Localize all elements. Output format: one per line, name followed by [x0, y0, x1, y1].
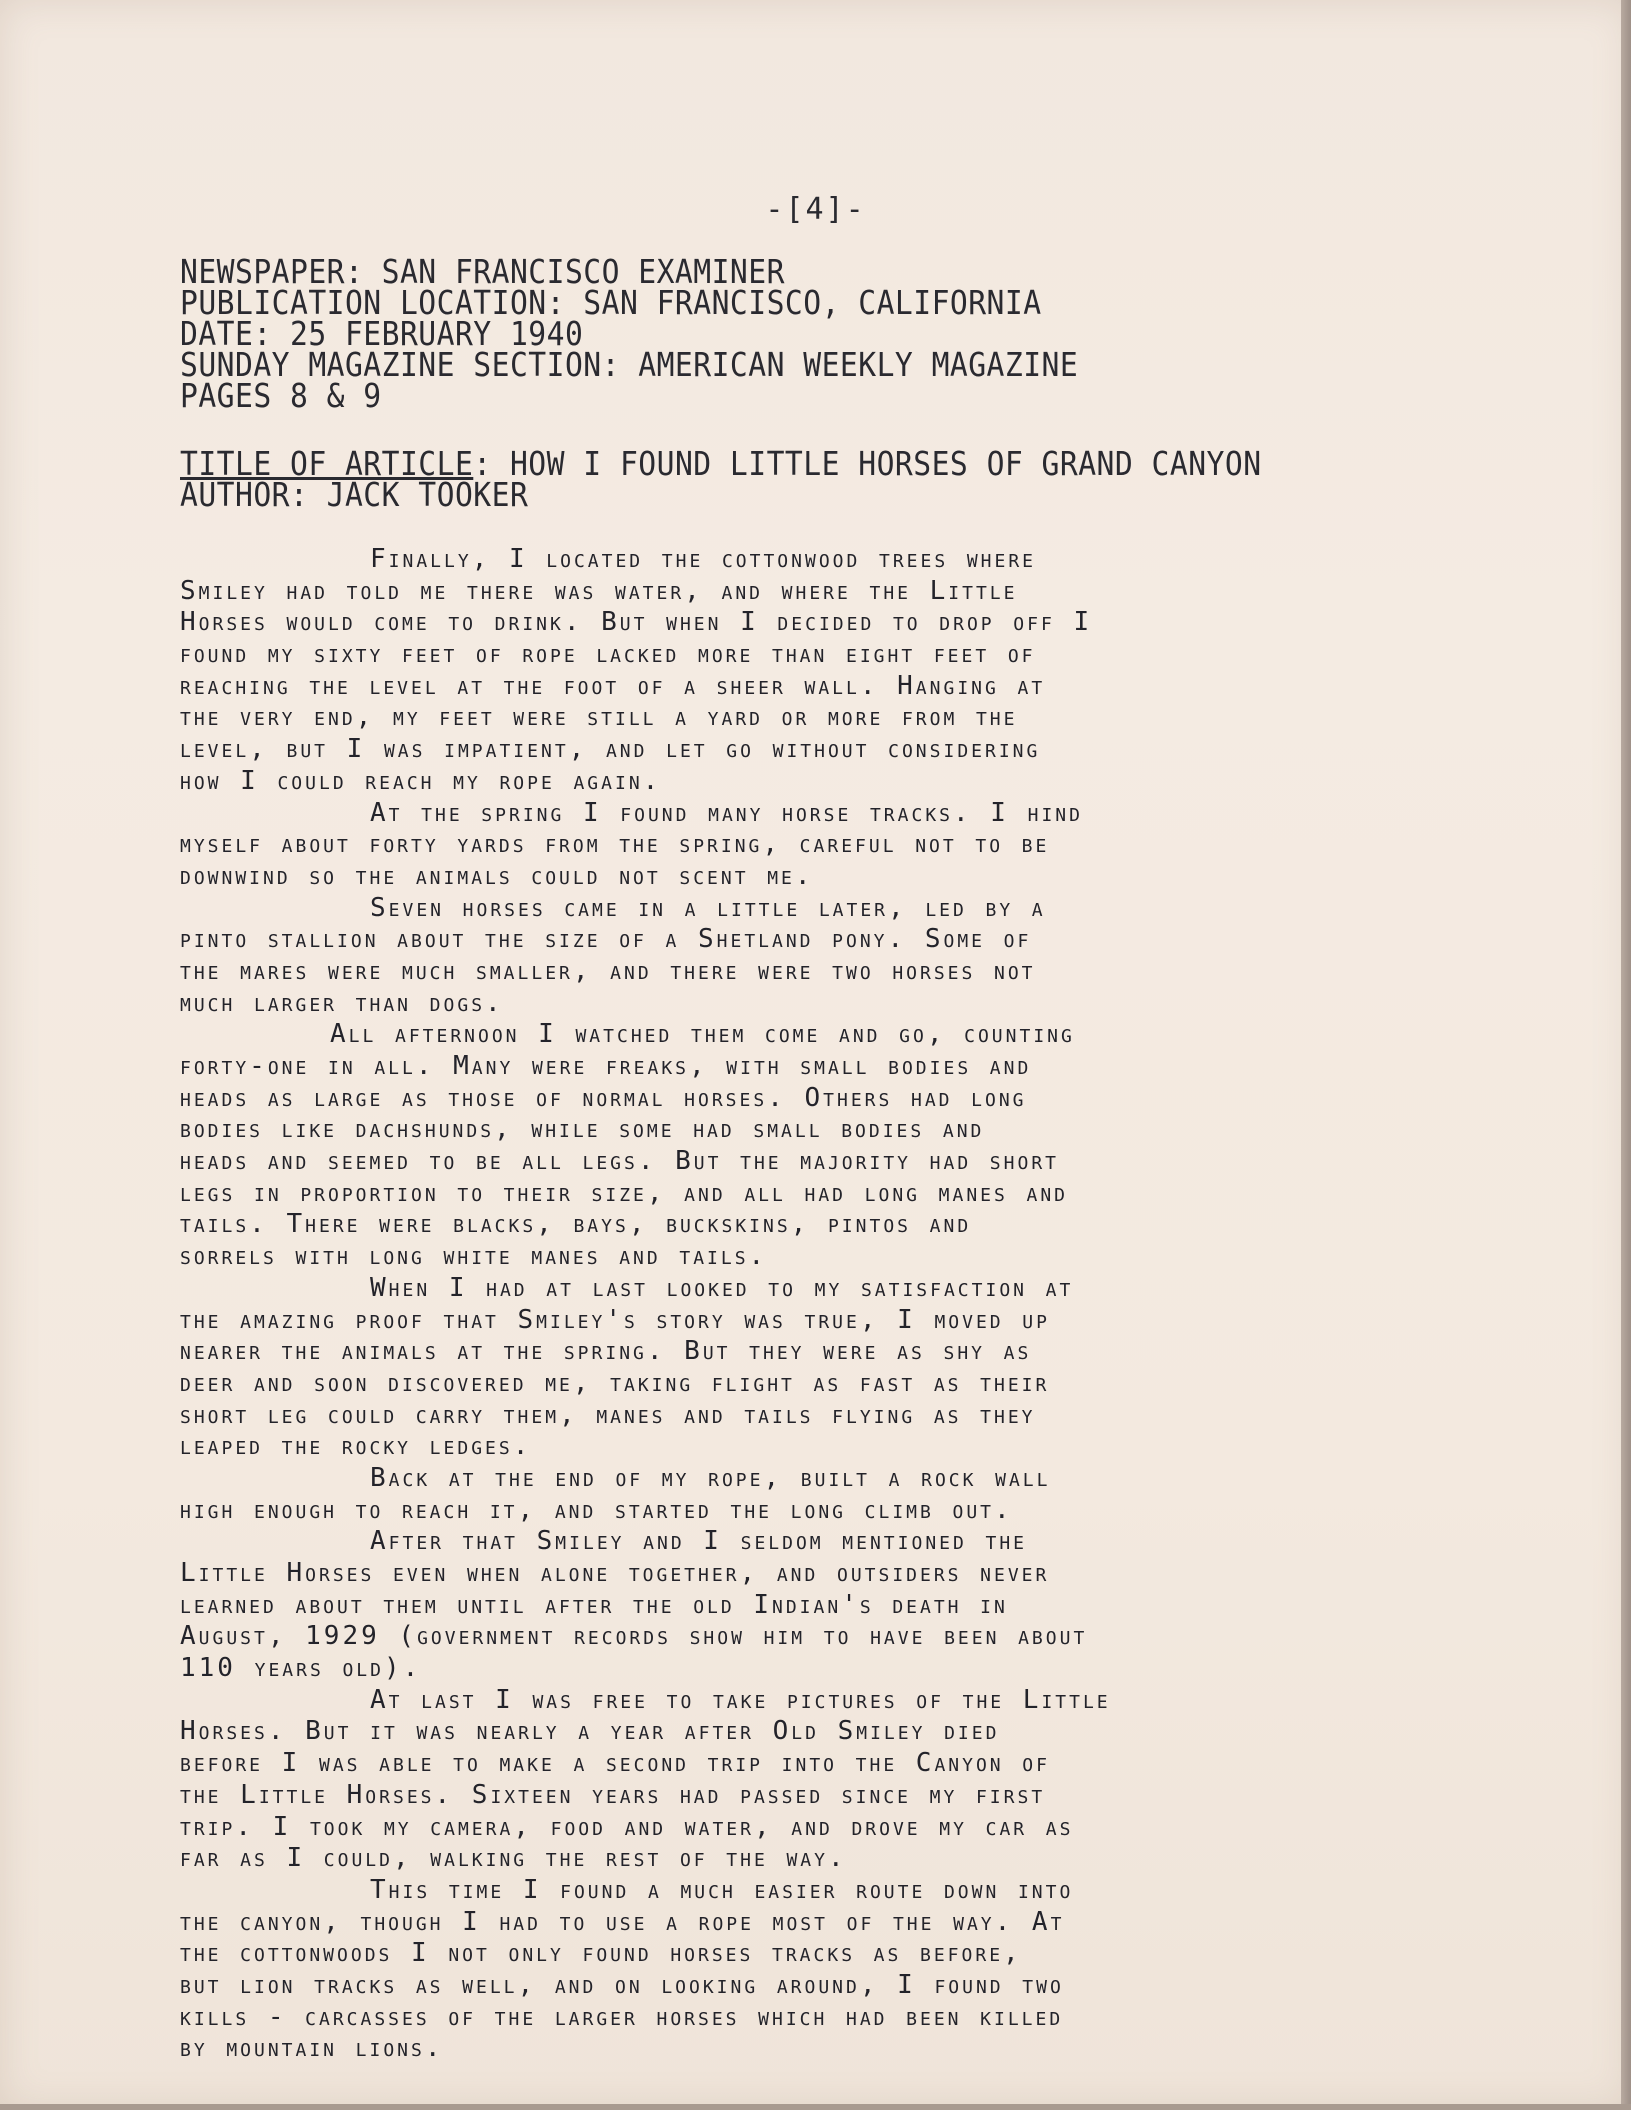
page-number: -[4]-	[765, 192, 866, 227]
page-edge-bottom	[0, 2104, 1631, 2110]
body-line: forty-one in all. Many were freaks, with small bodies and	[180, 1051, 1032, 1081]
body-line: the mares were much smaller, and there were two horses not	[180, 955, 1036, 986]
body-line: bodies like dachshunds, while some had small bodies and	[180, 1114, 985, 1145]
body-line: found my sixty feet of rope lacked more than eight feet of	[180, 639, 1036, 670]
author-line: AUTHOR: JACK TOOKER	[180, 475, 529, 514]
document-header	[180, 252, 1079, 415]
date-line: DATE: 25 FEBRUARY 1940	[180, 314, 584, 353]
body-line: the cottonwoods I not only found horses tracks as before,	[180, 1938, 1022, 1969]
body-line: When I had at last looked to my satisfaction at	[370, 1272, 1074, 1303]
body-line: before I was able to make a second trip into the Canyon of	[180, 1748, 1050, 1779]
page-edge-right	[1621, 0, 1631, 2110]
section-line: SUNDAY MAGAZINE SECTION: AMERICAN WEEKLY MAGAZINE	[180, 345, 1079, 384]
body-line: Horses would come to drink. But when I decided to drop off I	[180, 607, 1093, 638]
publication-location-line: PUBLICATION LOCATION: SAN FRANCISCO, CALIFORNIA	[180, 283, 1042, 322]
newspaper-line: NEWSPAPER: SAN FRANCISCO EXAMINER	[180, 252, 785, 291]
body-line: At the spring I found many horse tracks. I hind	[370, 797, 1083, 828]
pages-line: PAGES 8 & 9	[180, 376, 382, 415]
body-line: by mountain lions.	[180, 2033, 444, 2064]
body-line: the amazing proof that Smiley's story was true, I moved up	[180, 1304, 1050, 1335]
body-line: short leg could carry them, manes and tails flying as they	[180, 1399, 1036, 1430]
body-line: heads and seemed to be all legs. But the majority had short	[180, 1146, 1059, 1177]
body-line: Back at the end of my rope, built a rock wall	[370, 1462, 1051, 1493]
title-text: : HOW I FOUND LITTLE HORSES OF GRAND CANYON	[473, 444, 1262, 483]
body-line: reaching the level at the foot of a sheer wall. Hanging at	[180, 670, 1046, 701]
body-line: legs in proportion to their size, and all had long manes and	[180, 1177, 1069, 1208]
body-line: nearer the animals at the spring. But they were as shy as	[180, 1336, 1032, 1367]
body-line: the Little Horses. Sixteen years had passed since my first	[180, 1779, 1046, 1810]
body-line: After that Smiley and I seldom mentioned the	[370, 1526, 1027, 1557]
body-line: trip. I took my camera, food and water, and drove my car as	[180, 1811, 1074, 1842]
body-line: myself about forty yards from the spring, careful not to be	[180, 829, 1050, 860]
article-body	[180, 544, 1330, 2065]
body-line: Finally, I located the cottonwood trees where	[370, 544, 1037, 574]
body-line: high enough to reach it, and started the long climb out.	[180, 1494, 1013, 1525]
body-line: how I could reach my rope again.	[180, 765, 662, 796]
body-line: leaped the rocky ledges.	[180, 1431, 532, 1462]
body-line: All afternoon I watched them come and go, counting	[330, 1019, 1075, 1050]
body-line: At last I was free to take pictures of the Little	[370, 1684, 1111, 1715]
body-line: August, 1929 (government records show him to have been about	[180, 1621, 1088, 1652]
body-line: heads as large as those of normal horses. Others had long	[180, 1082, 1027, 1113]
body-line: learned about them until after the old Indian's death in	[180, 1589, 1008, 1620]
article-title-block	[180, 444, 1262, 514]
body-line: Horses. But it was nearly a year after Old Smiley died	[180, 1716, 1000, 1747]
body-line: This time I found a much easier route down into	[370, 1874, 1074, 1905]
body-line: Smiley had told me there was water, and where the Little	[180, 575, 1018, 606]
body-line: the canyon, though I had to use a rope most of the way. At	[180, 1906, 1065, 1937]
body-line: level, but I was impatient, and let go without considering	[180, 734, 1041, 765]
body-line: far as I could, walking the rest of the way.	[180, 1843, 847, 1874]
body-line: 110 years old).	[180, 1653, 422, 1684]
title-label: TITLE OF ARTICLE	[180, 444, 474, 483]
body-line: Seven horses came in a little later, led by a	[370, 892, 1046, 923]
body-line: deer and soon discovered me, taking flight as fast as their	[180, 1367, 1050, 1398]
body-line: tails. There were blacks, bays, buckskins, pintos and	[180, 1209, 972, 1240]
body-line: the very end, my feet were still a yard or more from the	[180, 702, 1018, 733]
body-line: Little Horses even when alone together, and outsiders never	[180, 1558, 1050, 1588]
body-line: kills - carcasses of the larger horses which had been killed	[180, 2001, 1064, 2032]
body-line: sorrels with long white manes and tails.	[180, 1241, 768, 1272]
body-line: much larger than dogs.	[180, 987, 504, 1018]
body-line: but lion tracks as well, and on looking around, I found two	[180, 1969, 1064, 2000]
body-line: downwind so the animals could not scent me.	[180, 860, 814, 891]
body-line: pinto stallion about the size of a Shetland pony. Some of	[180, 924, 1032, 955]
